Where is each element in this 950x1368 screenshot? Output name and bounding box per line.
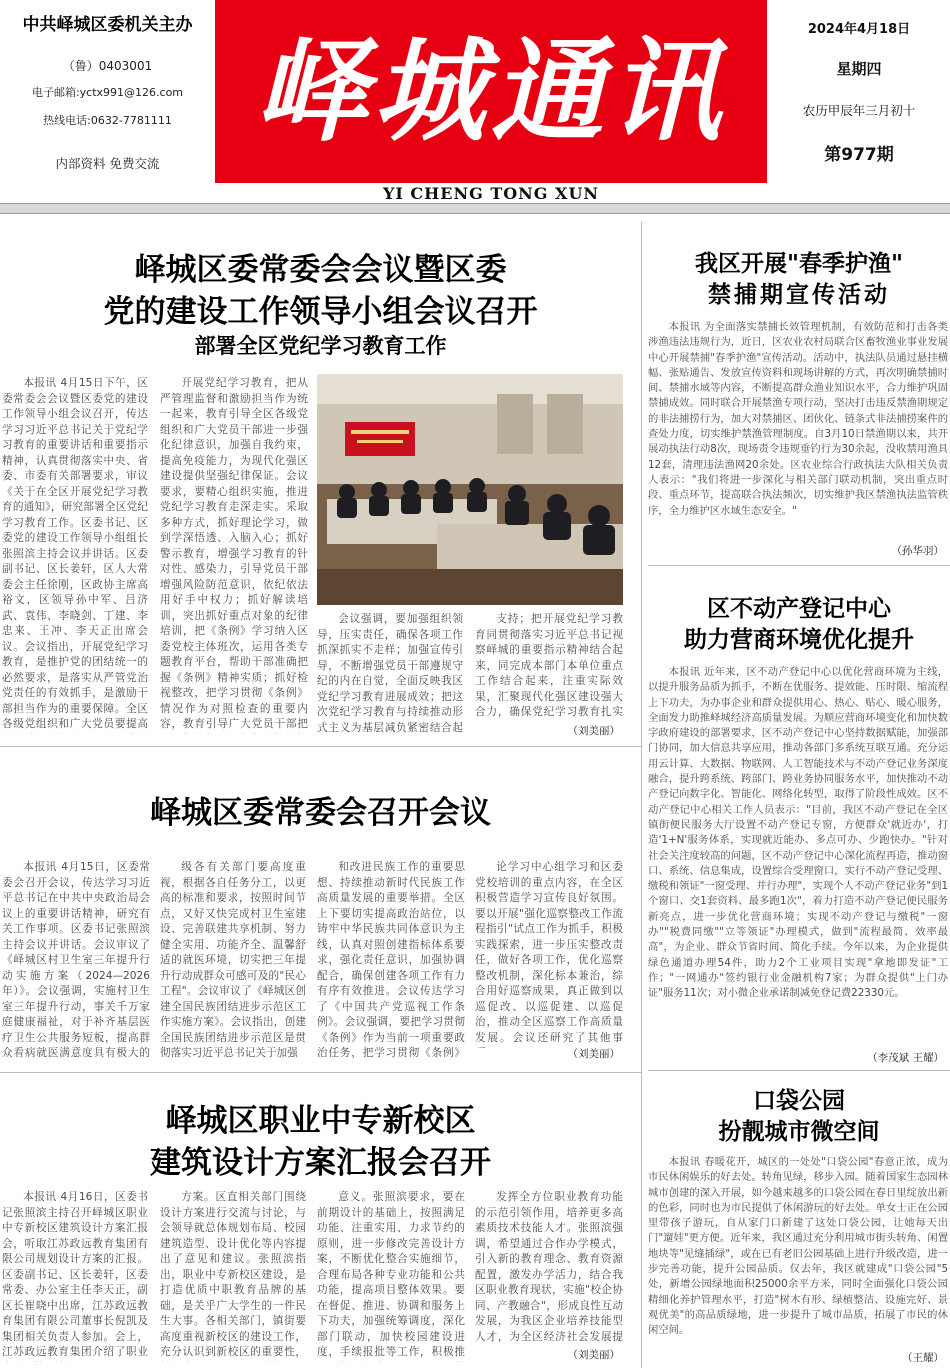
article2-byline: （刘美丽）: [567, 1048, 620, 1060]
license-number: （鲁）0403001: [62, 59, 153, 73]
article1-column-3: 会议强调，要加强组织领导，压实责任，确保各项工作抓深抓实不走样；加强宣传引导，不断增强党员干部遵规守纪的内在自觉，全面反映我区党纪学习教育进展成效；把这次党纪学习教育与持续推动形式主义为基层减负紧密结合起: [317, 613, 463, 734]
side1-title-line1: 我区开展"春季护渔": [695, 250, 903, 277]
article3-column-3: 意义。张照滨要求，要在前期设计的基础上，按照满足功能、注重实用、力求节约的原则，进一步修改完善设计方案，不断优化整合实施细节，合理布局各种专业功能和公共功能，提高项目整体效果。要在督促、推进、协调和服务上下功夫，加强统筹调度，深化部门联动，加快校园建设进度，手续报批等工作，积极推: [317, 1191, 465, 1358]
side3-byline: （王耀）: [902, 1352, 944, 1364]
phone-text: 热线电话:0632-7781111: [43, 114, 172, 127]
newspaper-title: 峄城通讯: [255, 26, 727, 157]
article1-column-4: 支持；把开展党纪学习教育同贯彻落实习近平总书记视察峄城的重要指示精神结合起来，同完成本部门本单位重点工作结合起来，注重实际效果，汇聚现代化强区建设强大合力，确保党纪学习教育扎实: [475, 613, 623, 718]
article1-column-2: 开展党纪学习教育，把从严管理监督和激励担当作为统一起来，教育引导全区各级党组织和广大党员干部进一步强化纪律意识，加强自我约束，提高免疫能力，为现代化强区建设提供坚强纪律保证。会议要求，要精心组织实施，推进党纪学习教育走深走实。采取多种方式，抓好理论学习，做到学深悟透、入脑入心；抓好警示教育，增强学习教育的针对性、感染力，引导党员干部增强风险防范意识，依纪依法用好手中权力；抓好解读培训，突出抓好重点对象的纪律培训，把《条例》学习纳入区委党校主体班次，运用各类专题教育平台，帮助干部准确把握《条例》精神实质；抓好检视整改，把学习贯彻《条例》情况作为对照检查的重要内容，教育引导广大党员干部把: [160, 377, 308, 730]
article3-title-line2: 建筑设计方案汇报会召开: [150, 1145, 491, 1181]
meeting-photo: [317, 374, 623, 605]
article1-title-line2: 党的建设工作领导小组会议召开: [103, 294, 538, 330]
side-divider-2: [648, 1070, 950, 1071]
issue-number: 第977期: [824, 145, 894, 165]
article3-byline: （刘美丽）: [567, 1349, 620, 1361]
article1-title-line1: 峄城区委常委会会议暨区委: [134, 252, 507, 288]
issue-date: 2024年4月18日: [807, 22, 911, 37]
side2-byline: （李茂斌 王耀）: [867, 1052, 944, 1064]
article1-column-1: 本报讯 4月15日下午，区委常委会会议暨区委党的建设工作领导小组会议召开，传达学习习近平总书记关于党纪学习教育的重要讲话和重要指示精神，认真贯彻落实中央、省委、市委有关部署要求，审议《关于在全区开展党纪学习教育的通知》，研究部署全区党纪学习教育工作。区委书记、区委党的建设工作领导小组组长张照滨主持会议并讲话。区委副书记、区长姜轩，区人大常委会主任徐刚，区政协主席高裕文，区领导孙中军、吕济武、袁伟、李晓剑、丁建、李忠来、王冲、李天正出席会议。会议指出，开展党纪学习教育，是推护党的团结统一的必然要求，是落实从严管党治党责任的有效抓手，是激励干部担当作为的重要保障。全区各级党组织和广大党员要提高: [2, 377, 148, 730]
organizer: 中共峄城区委机关主办: [22, 15, 193, 35]
side1-title-line2: 禁捕期宣传活动: [708, 281, 890, 308]
side2-title-line2: 助力营商环境优化提升: [684, 626, 914, 653]
article3-column-1: 本报讯 4月16日，区委书记张照滨主持召开峄城区职业中专新校区建筑设计方案汇报会，听取江苏政远教育集团有限公司规划设计方案的汇报。区委副书记、区长姜轩，区委常委、办公室主任李天正，副区长崔晓中出席，江苏政远教育集团有限公司董事长倪凯及集团相关负责人参加。会上，江苏政远教育集团介绍了职业: [2, 1191, 148, 1358]
article2-column-2: 级各有关部门要高度重视，根据各自任务分工，以更高的标准和要求，按照时间节点，又好又快完成村卫生室建设、完善联建共享机制、努力健全实用、功能齐全、温馨舒适的就医环境，切实把三年提升行动成群众可感可及的"民心工程"。会议审议了《峄城区创建全国民族团结进步示范区工作实施方案》。会议指出，创建全国民族团结进步示范区是贯彻落实习近平总书记关于加强: [160, 861, 306, 1059]
weekday: 星期四: [836, 60, 882, 78]
meeting-photo-illustration: [317, 374, 623, 605]
article3-column-2: 方案。区直相关部门围绕设计方案进行交流与讨论，与会领导就总体规划布局、校园建筑造型、设计优化等内容提出了意见和建议。张照滨指出，职业中专新校区建设，是打造优质中职教育品牌的基础，是关乎广大学生的一件民生大事。各相关部门，镇街要高度重视新校区的建设工作，充分认识到新校区的重要性，: [160, 1191, 306, 1358]
column-divider: [641, 222, 642, 1368]
side2-body: 本报讯 近年来，区不动产登记中心以优化营商环境为主线，以提升服务品质为抓手，不断在优服务、提效能、压时限、缩流程上下功夫，为办事企业和群众提供用心、热心、贴心、暖心服务，全面发力助推峄城经济高质量发展。为顺应营商环境变化和加快数字政府建设的部署要求，区不动产登记中心坚持数据赋能，加强部门协同，加大信息共享应用，推动各部门多系统互联互通。充分运用云计算、大数据、物联网、人工智能技术与不动产登记业务深度融合，提升跨系统、跨部门、跨业务协同服务水平，加快推动不动产登记向数字化、智能化、网络化转型，取得了阶段性成效。区不动产登记中心相关工作人员表示："目前，我区不动产登记在全区镇街便民服务大厅设置不动产登记专窗，方便群众'就近办'，打造'1+N'服务体系，实现就近能办、多点可办、少跑快办。"针对社会关注度较高的问题，区不动产登记中心深化流程再造，推动窗口、系统、信息集成，设置综合受理窗口，实行不动产登记受理、缴税和领证"一窗受理、并行办理"，实现个人不动产登记业务"到1个窗口、交1套资料、最多跑1次"，着力打造不动产登记便民服务新亮点，进一步优化营商环境；实现不动产登记与缴税"一窗办""税费同缴""立等领证"办理模式，做到"流程最简、效率最高"，为企业、群众节省时间、简化手续。今年以来，为企业提供绿色通道办理54件，助力2个工业项目实现"拿地即发证"工作；"一网通办"签约银行业金融机构7家；为群众提供"上门办证"服务11次；对小微企业承诺制减免登记费22330元。: [648, 666, 948, 1000]
section-divider-1: [0, 746, 641, 747]
side1-body: 本报讯 为全面落实禁捕长效管理机制，有效防范和打击各类涉渔违法违规行为，近日，区农业农村局联合区畜牧渔业事业发展中心开展禁捕"春季护渔"宣传活动。活动中，执法队员通过悬挂横幅、张贴通告、发放宣传资料和现场讲解的方式，再次明确禁捕时间、禁捕水域等内容，不断提高群众渔业知识水平，合力维护巩固禁捕成效。同时联合开展禁渔专项行动，坚决打击违反禁渔期规定的非法捕捞行为，加大对禁捕区、团伙化、链条式非法捕捞案件的查处力度，切实维护禁渔管理制度。自3月10日禁渔期以来，共开展动执法行动8次，现场责令违规垂钓行为30余起，没收禁用渔具12套，清理违法渔网20余处。区农业综合行政执法大队相关负责人表示："我们将进一步深化与相关部门联动机制，突出重点时段、重点环节，提高联合执法频次，切实维护我区禁渔执法监管秩序，全力维护区水域生态安全。": [648, 321, 948, 517]
side1-byline: （孙华羽）: [891, 545, 944, 557]
section-divider-2: [0, 1072, 641, 1073]
article2-column-3: 和改进民族工作的重要思想、持续推动新时代民族工作高质量发展的重要举措。全区上下要切实提高政治站位，以铸牢中华民族共同体意识为主线，认真对照创建指标体系要求，强化责任意识，加强协调配合，确保创建各项工作有力有序有效推进。会议传达学习了《中国共产党巡视工作条例》。会议强调，要把学习贯彻《条例》作为当前一项重要政治任务，把学习贯彻《条例》: [317, 861, 465, 1059]
email-text: 电子邮箱:yctx991@126.com: [31, 86, 184, 99]
distribution-note: 内部资料 免费交流: [55, 156, 160, 171]
article1-byline: （刘美丽）: [567, 725, 620, 737]
side-divider-1: [648, 565, 950, 566]
article3-title-line1: 峄城区职业中专新校区: [165, 1103, 476, 1139]
lunar-date: 农历甲辰年三月初十: [802, 103, 916, 118]
article2-column-1: 本报讯 4月15日，区委常委会召开会议，传达学习习近平总书记在中共中央政治局会议上的重要讲话精神，研究有关工作事项。区委书记张照滨主持会议并讲话。会议审议了《峄城区村卫生室三年提升行动实施方案（2024—2026年）》。会议强调，实施村卫生室三年提升行动，事关千万家庭健康福祉，对于补齐基层医疗卫生公共服务短板，提高群众看病就医满意度具有极大的: [2, 861, 150, 1059]
article2-column-4: 论学习中心组学习和区委党校培训的重点内容，在全区积极营造学习宣传良好氛围。要以开展"强化巡察整改工作流程指引"试点工作为抓手，积极实践探索，进一步压实整改责任，做好各项工作，优化巡察整改机制，深化标本兼治，综合用好巡察成果，真正做到以巡促改、以巡促建、以巡促治，推动全区巡察工作高质量发展。会议还研究了其他事: [475, 861, 623, 1044]
title-pinyin: YI CHENG TONG XUN: [382, 184, 600, 203]
side3-title-line1: 口袋公园: [753, 1087, 845, 1114]
side3-title-line2: 扮靓城市微空间: [718, 1118, 880, 1145]
article1-subtitle: 部署全区党纪学习教育工作: [194, 333, 447, 358]
masthead-rule: [0, 203, 950, 214]
article3-column-4: 发挥全方位职业教育功能的示范引领作用，培养更多高素质技术技能人才。张照滨强调，希望通过合作办学模式，引入新的教育理念、教育资源配置，激发办学活力，结合我区职业教育现状，实施"校企协同、产教融合"，形成良性互动发展，为我区企业培养技能型人才，为全区经济社会发展提: [475, 1191, 623, 1343]
side2-title-line1: 区不动产登记中心: [707, 595, 891, 622]
side3-body: 本报讯 春暖花开，城区的一处处"口袋公园"春意正浓，成为市民休闲娱乐的好去处。转角见绿，移步入园。随着国家生态园林城市创建的深入开展，如今越来越多的口袋公园在春日里绽放出新的色彩，同时也为市民提供了休闲游玩的好去处。单女士正在公园里带孩子游玩，自从家门口新建了这处口袋公园，让她每天出门"遛娃"更方便。近年来，我区通过充分利用城市街头转角、闲置地块等"见缝插绿"，或在已有老旧公园基础上进行升级改造，进一步完善功能，提升公园品质。仅去年，我区就建成"口袋公园"5处，新增公园绿地面积25000余平方米，同时全面强化口袋公园精细化养护管理水平，打造"树木有形、绿植整洁、设施完好、景观优美"的高品质绿地，进一步提升了城市品质，拓展了市民的休闲空间。: [648, 1156, 948, 1337]
article2-title: 峄城区委常委会召开会议: [150, 795, 491, 831]
